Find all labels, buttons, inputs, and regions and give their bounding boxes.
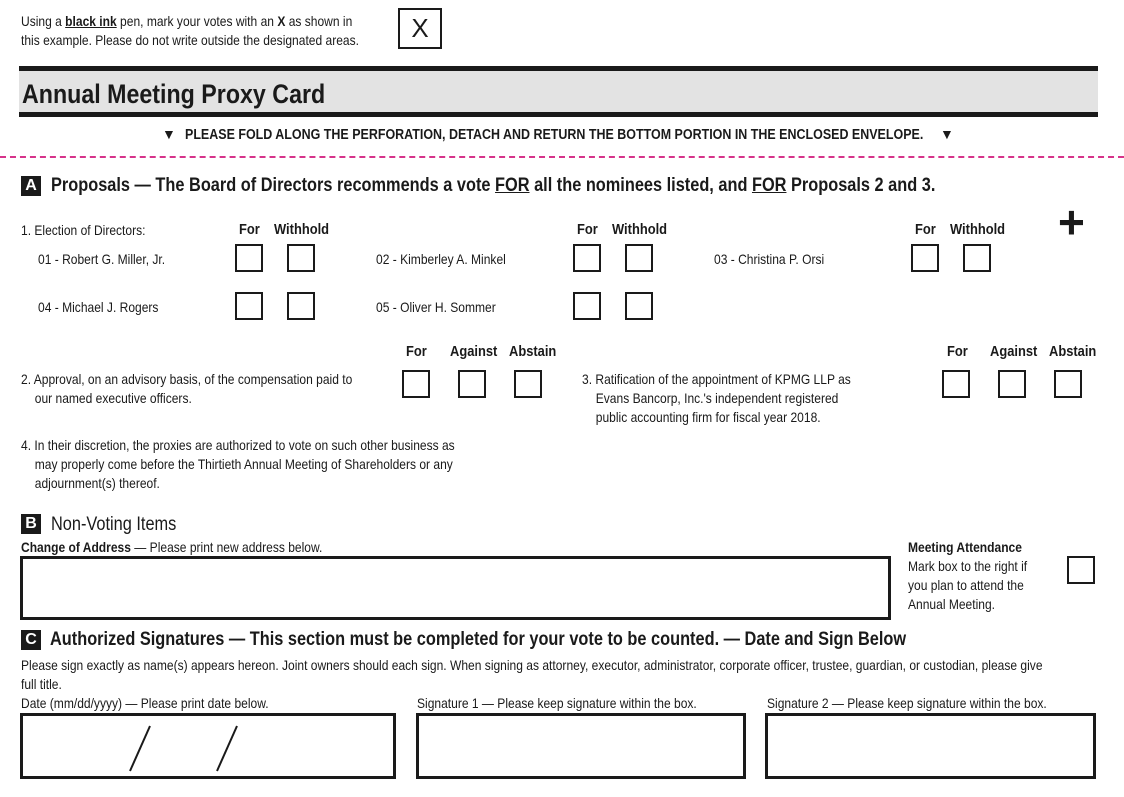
change-of-address-label: Change of Address — Please print new address below. [21,539,323,555]
meeting-attendance: Meeting Attendance Mark box to the right if you plan to attend the Annual Meeting. [908,539,1028,612]
nominee-01: 01 - Robert G. Miller, Jr. [38,251,166,267]
example-mark-box: X [398,8,442,49]
proposal-2-against-checkbox[interactable] [458,370,486,398]
signature-instructions: Please sign exactly as name(s) appears hereon. Joint owners should each sign. When signing as attorney, executor, administrator, corporate officer, trustee, guardian, or custodian, please give full title. [21,657,1043,692]
signature-1-field[interactable] [416,713,746,779]
nominee-01-withhold-checkbox[interactable] [287,244,315,272]
fold-arrow-left: ▼ [162,126,176,142]
meeting-attendance-checkbox[interactable] [1067,556,1095,584]
proposal-3-abstain-checkbox[interactable] [1054,370,1082,398]
signature-2-field[interactable] [765,713,1096,779]
nominee-05-for-checkbox[interactable] [573,292,601,320]
nominee-02-withhold-checkbox[interactable] [625,244,653,272]
proposal-3-for-checkbox[interactable] [942,370,970,398]
change-of-address-field[interactable] [20,556,891,620]
col-withhold-1: Withhold [274,221,330,238]
proposal-4-text: 4. In their discretion, the proxies are authorized to vote on such other business as may properly come before the Thirtieth Annual Meeting of Shareholders or any adjournment(s) thereof. [21,437,455,491]
election-label: 1. Election of Directors: [21,222,146,238]
p2-col-for: For [406,343,427,360]
proposal-2-abstain-checkbox[interactable] [514,370,542,398]
nominee-05-withhold-checkbox[interactable] [625,292,653,320]
page-title: Annual Meeting Proxy Card [22,79,326,109]
nominee-02: 02 - Kimberley A. Minkel [376,251,506,267]
nominee-05: 05 - Oliver H. Sommer [376,299,496,315]
voting-instructions: Using a black ink pen, mark your votes with an X as shown in this example. Please do not write outside the designated areas. [21,13,360,48]
fold-notice: PLEASE FOLD ALONG THE PERFORATION, DETACH AND RETURN THE BOTTOM PORTION IN THE ENCLOSED ENVELOPE. [185,127,924,143]
p2-col-abstain: Abstain [509,343,557,360]
nominee-04-withhold-checkbox[interactable] [287,292,315,320]
nominee-01-for-checkbox[interactable] [235,244,263,272]
p3-col-against: Against [990,343,1038,360]
proposal-3-against-checkbox[interactable] [998,370,1026,398]
plus-icon: + [1058,196,1085,248]
perforation-line [0,156,1124,158]
section-c-badge: C [21,630,41,650]
col-withhold-3: Withhold [950,221,1006,238]
section-b-title: Non-Voting Items [51,514,177,535]
nominee-03-for-checkbox[interactable] [911,244,939,272]
section-b-badge: B [21,514,41,534]
col-for-1: For [239,221,260,238]
nominee-04-for-checkbox[interactable] [235,292,263,320]
proposal-2-for-checkbox[interactable] [402,370,430,398]
date-field[interactable] [20,713,396,779]
p2-col-against: Against [450,343,498,360]
nominee-03-withhold-checkbox[interactable] [963,244,991,272]
title-bottom-rule [19,112,1098,117]
proposal-2-text: 2. Approval, on an advisory basis, of the compensation paid to our named executive officers. [21,371,353,406]
p3-col-abstain: Abstain [1049,343,1097,360]
p3-col-for: For [947,343,968,360]
nominee-02-for-checkbox[interactable] [573,244,601,272]
col-for-3: For [915,221,936,238]
section-a-title: Proposals — The Board of Directors recommends a vote FOR all the nominees listed, and FOR Proposals 2 and 3. [51,175,936,196]
title-band [19,71,1098,112]
col-for-2: For [577,221,598,238]
proposal-3-text: 3. Ratification of the appointment of KPMG LLP as Evans Bancorp, Inc.'s independent registered public accounting firm for fiscal year 2018. [582,371,851,425]
fold-arrow-right: ▼ [940,126,954,142]
section-a-badge: A [21,176,41,196]
section-c-title: Authorized Signatures — This section must be completed for your vote to be counted. — Date and Sign Below [50,629,907,650]
nominee-03: 03 - Christina P. Orsi [714,251,825,267]
date-slashes [23,716,393,776]
signature-2-label: Signature 2 — Please keep signature within the box. [767,695,1047,711]
signature-1-label: Signature 1 — Please keep signature within the box. [417,695,697,711]
col-withhold-2: Withhold [612,221,668,238]
nominee-04: 04 - Michael J. Rogers [38,299,159,315]
date-label: Date (mm/dd/yyyy) — Please print date below. [21,695,269,711]
